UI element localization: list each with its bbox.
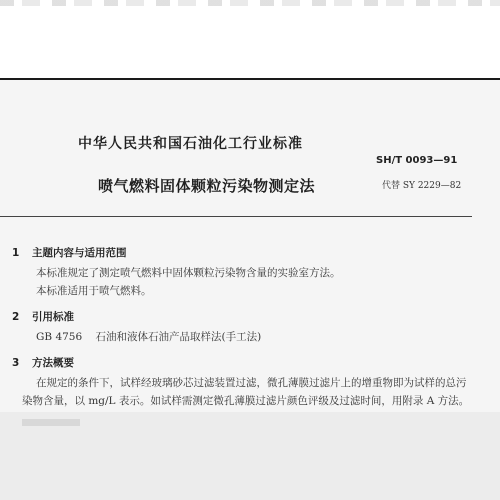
standard-number: SH/T 0093—91 <box>376 155 458 166</box>
document-title: 喷气燃料固体颗粒污染物测定法 <box>98 177 316 195</box>
paragraph-line: 本标准适用于喷气燃料。 <box>36 285 152 297</box>
top-margin <box>0 0 500 78</box>
scan-artifact <box>0 0 500 6</box>
section-heading-2 <box>12 309 74 324</box>
paragraph-line: 染物含量，以 mg/L 表示。如试样需测定微孔薄膜过滤片颜色评级及过滤时间，用附录 A 方法。 <box>22 395 470 407</box>
section-title: 引用标准 <box>32 311 74 323</box>
paragraph-line: 在规定的条件下，试样经玻璃砂芯过滤装置过滤，微孔薄膜过滤片上的增重物即为试样的总污 <box>36 377 467 389</box>
paragraph-line: 本标准规定了测定喷气燃料中固体颗粒污染物含量的实验室方法。 <box>36 267 341 279</box>
section-number: 1 <box>12 247 20 259</box>
section-number: 2 <box>12 311 20 323</box>
standard-category-title: 中华人民共和国石油化工行业标准 <box>78 136 303 152</box>
section-heading-1 <box>12 245 127 260</box>
header-divider <box>0 216 472 217</box>
page-top-rule <box>0 78 500 80</box>
section-title: 方法概要 <box>32 357 74 369</box>
faded-text-remnant <box>22 419 80 426</box>
section-heading-3 <box>12 355 74 370</box>
section-title: 主题内容与适用范围 <box>32 247 127 259</box>
reference-line: GB 4756 石油和液体石油产品取样法(手工法) <box>36 331 262 343</box>
replaces-standard: 代替 SY 2229—82 <box>382 181 462 191</box>
section-number: 3 <box>12 357 20 369</box>
